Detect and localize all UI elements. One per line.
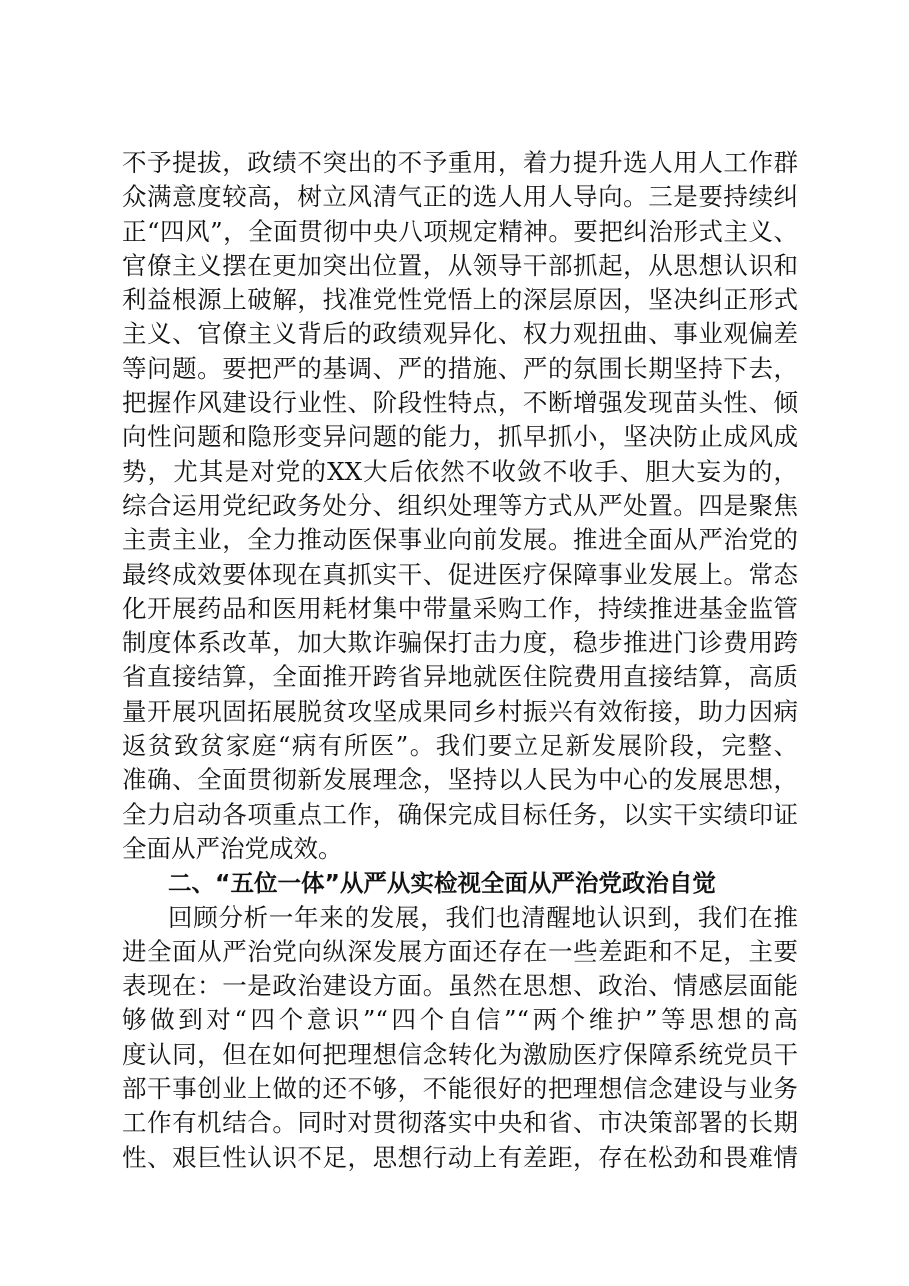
text-line: 综合运用党纪政务处分、组织处理等方式从严处置。四是聚焦 xyxy=(122,490,798,520)
text-line: 势，尤其是对党的XX大后依然不收敛不收手、胆大妄为的， xyxy=(122,456,798,486)
text-line: 返贫致贫家庭“病有所医”。我们要立足新发展阶段，完整、 xyxy=(122,731,798,761)
text-line: 最终成效要体现在真抓实干、促进医疗保障事业发展上。常态 xyxy=(122,559,798,589)
text-line: 官僚主义摆在更加突出位置，从领导干部抓起，从思想认识和 xyxy=(122,250,798,280)
paragraph-continuation xyxy=(122,146,798,866)
document-page xyxy=(122,146,798,1175)
text-line: 工作有机结合。同时对贯彻落实中央和省、市决策部署的长期 xyxy=(122,1108,798,1138)
text-line: 性、艰巨性认识不足，思想行动上有差距，存在松劲和畏难情 xyxy=(122,1142,798,1172)
text-line: 全面从严治党成效。 xyxy=(122,833,343,863)
text-line: 正“四风”，全面贯彻中央八项规定精神。要把纠治形式主义、 xyxy=(122,216,798,246)
text-line: 化开展药品和医用耗材集中带量采购工作，持续推进基金监管 xyxy=(122,593,798,623)
text-line: 进全面从严治党向纵深发展方面还存在一些差距和不足，主要 xyxy=(122,936,798,966)
text-line: 向性问题和隐形变异问题的能力，抓早抓小，坚决防止成风成 xyxy=(122,422,798,452)
text-line: 不予提拔，政绩不突出的不予重用，着力提升选人用人工作群 xyxy=(122,148,798,177)
text-line: 把握作风建设行业性、阶段性特点，不断增强发现苗头性、倾 xyxy=(122,388,798,418)
text-line: 部干事创业上做的还不够，不能很好的把理想信念建设与业务 xyxy=(122,1074,798,1104)
text-line: 主责主业，全力推动医保事业向前发展。推进全面从严治党的 xyxy=(122,525,798,555)
text-line: 表现在：一是政治建设方面。虽然在思想、政治、情感层面能 xyxy=(122,971,798,1001)
text-line: 够做到对“四个意识”“四个自信”“两个维护”等思想的高 xyxy=(122,1005,798,1035)
text-line: 全力启动各项重点工作，确保完成目标任务，以实干实绩印证 xyxy=(122,799,798,829)
text-line: 度认同，但在如何把理想信念转化为激励医疗保障系统党员干 xyxy=(122,1039,798,1069)
text-line: 制度体系改革，加大欺诈骗保打击力度，稳步推进门诊费用跨 xyxy=(122,628,798,658)
text-line: 等问题。要把严的基调、严的措施、严的氛围长期坚持下去， xyxy=(122,353,798,383)
paragraph-review xyxy=(122,901,798,1175)
text-line: 众满意度较高，树立风清气正的选人用人导向。三是要持续纠 xyxy=(122,182,798,212)
text-line: 量开展巩固拓展脱贫攻坚成果同乡村振兴有效衔接，助力因病 xyxy=(122,696,798,726)
text-line: 省直接结算，全面推开跨省异地就医住院费用直接结算，高质 xyxy=(122,662,798,692)
section-heading: 二、“五位一体”从严从实检视全面从严治党政治自觉 xyxy=(168,869,716,898)
text-line: 准确、全面贯彻新发展理念，坚持以人民为中心的发展思想， xyxy=(122,765,798,795)
text-line: 主义、官僚主义背后的政绩观异化、权力观扭曲、事业观偏差 xyxy=(122,319,798,349)
text-line: 回顾分析一年来的发展，我们也清醒地认识到，我们在推 xyxy=(168,902,798,932)
text-line: 利益根源上破解，找准党性党悟上的深层原因，坚决纠正形式 xyxy=(122,285,798,315)
